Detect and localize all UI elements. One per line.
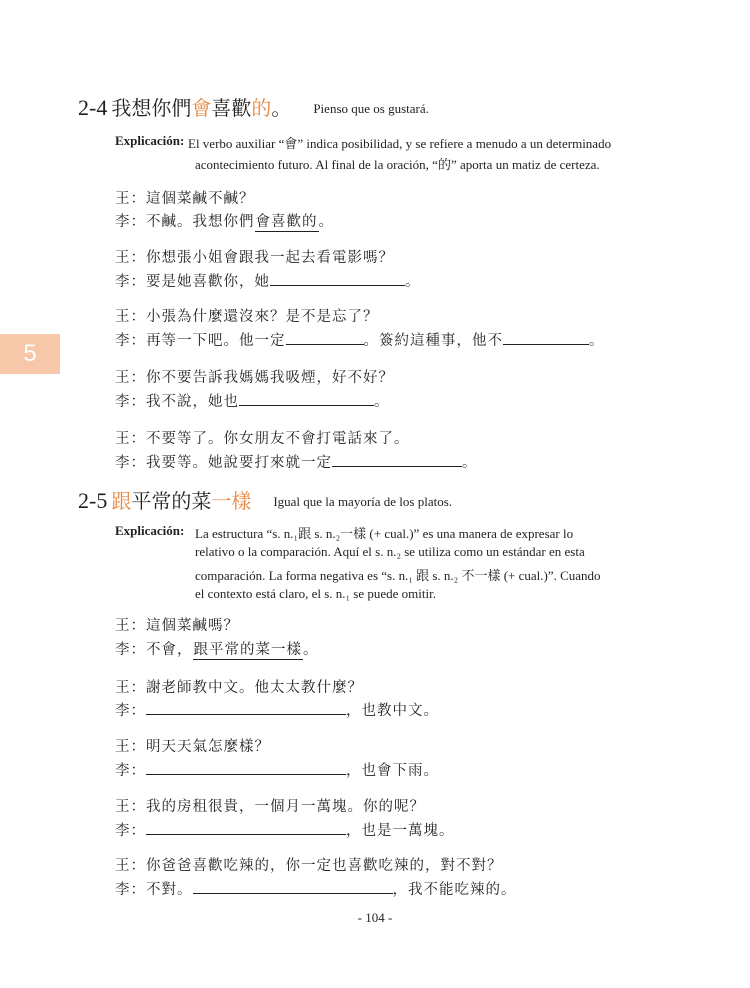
dialogue-line: 王：你想張小姐會跟我一起去看電影嗎？ (115, 250, 394, 266)
dialogue-line: 王：你爸爸喜歡吃辣的，你一定也喜歡吃辣的，對不對？ (115, 858, 503, 874)
dialogue-line: 李： ，也是一萬塊。 (115, 819, 455, 840)
dialogue-line: 李：不對。 ，我不能吃辣的。 (115, 878, 517, 899)
answer-blank[interactable] (146, 820, 346, 835)
dialogue-line: 王：謝老師教中文。他太太教什麼？ (115, 680, 363, 696)
dialogue-line: 李：不會，跟平常的菜一樣。 (115, 642, 319, 658)
chapter-tab: 5 (0, 334, 60, 374)
answer-blank[interactable] (239, 391, 374, 406)
answer-blank[interactable] (503, 330, 589, 345)
dialogue-line: 王：明天天氣怎麼樣？ (115, 739, 270, 755)
dialogue-line: 李：我不說，她也 。 (115, 390, 390, 411)
answer-blank[interactable] (286, 330, 364, 345)
answer-blank[interactable] (146, 700, 346, 715)
dialogue-line: 李：要是她喜歡你，她 。 (115, 270, 421, 291)
dialogue-line: 王：不要等了。你女朋友不會打電話來了。 (115, 431, 410, 447)
dialogue-line: 李：再等一下吧。他一定 。簽約這種事，他不 。 (115, 329, 605, 350)
section-2-4-title: 2-4 我想你們會喜歡的。 Pienso que os gustará. (78, 95, 429, 120)
dialogue-line: 王：這個菜鹹不鹹？ (115, 191, 255, 207)
answer-blank[interactable] (146, 760, 346, 775)
answer-blank[interactable] (332, 452, 462, 467)
dialogue-line: 王：我的房租很貴，一個月一萬塊。你的呢？ (115, 799, 425, 815)
dialogue-line: 李： ，也教中文。 (115, 699, 439, 720)
section-2-5-title: 2-5 跟平常的菜一樣 Igual que la mayoría de los platos. (78, 488, 453, 513)
dialogue-line: 李： ，也會下雨。 (115, 759, 439, 780)
page-number: - 104 - (357, 910, 393, 925)
dialogue-line: 王：這個菜鹹嗎？ (115, 618, 239, 634)
dialogue-line: 王：小張為什麼還沒來？是不是忘了？ (115, 309, 379, 325)
dialogue-line: 李：我要等。她說要打來就一定 。 (115, 451, 478, 472)
answer-blank[interactable] (193, 879, 393, 894)
answer-blank[interactable] (270, 271, 405, 286)
dialogue-line: 王：你不要告訴我媽媽我吸煙，好不好？ (115, 370, 394, 386)
dialogue-line: 李：不鹹。我想你們會喜歡的。 (115, 214, 334, 230)
